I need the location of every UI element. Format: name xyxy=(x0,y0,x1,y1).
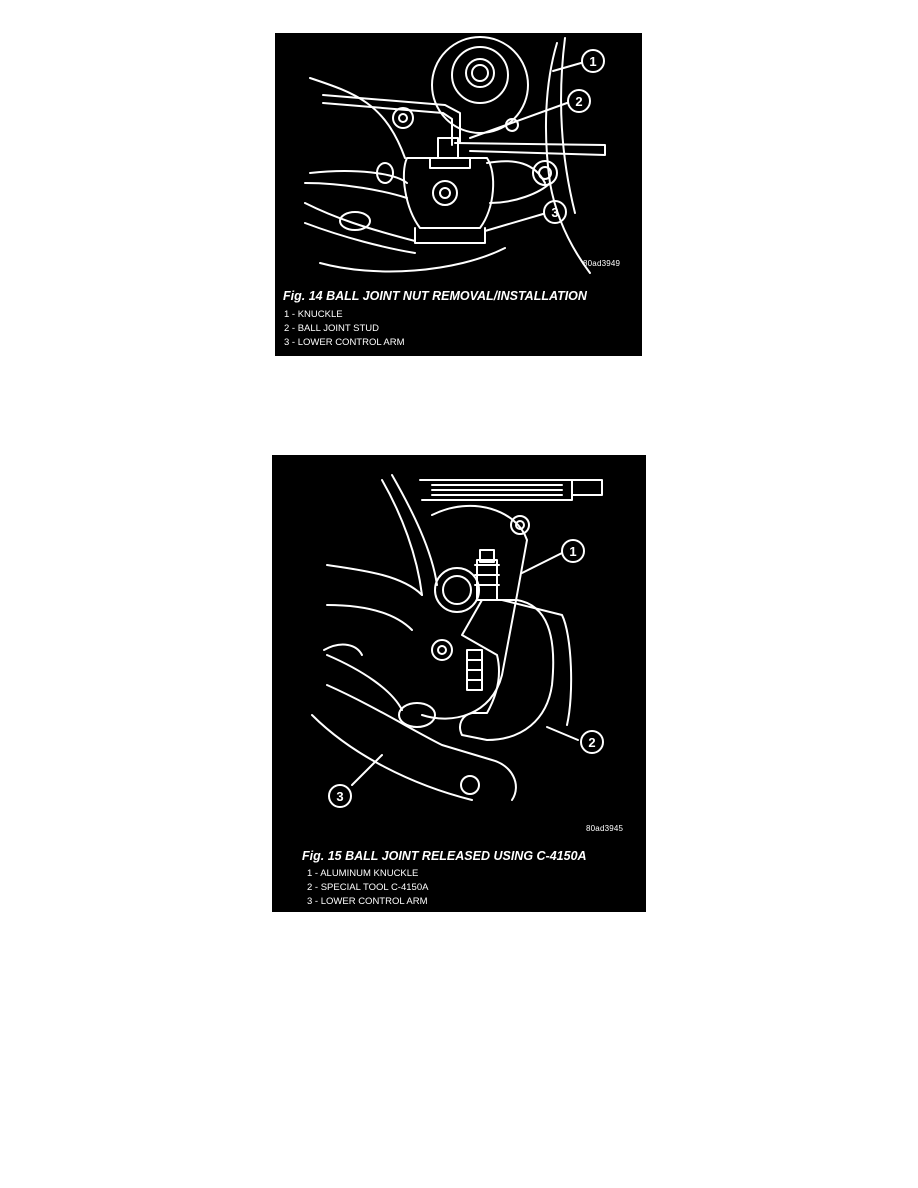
figure-15 xyxy=(272,455,646,912)
callout-1: 1 xyxy=(569,544,577,559)
figure-14-legend xyxy=(284,308,405,350)
legend-item-ball-joint-stud: 2 - BALL JOINT STUD xyxy=(284,323,380,334)
callout-2: 2 xyxy=(588,735,596,750)
legend-item-lower-control-arm: 3 - LOWER CONTROL ARM xyxy=(307,896,428,907)
callout-3: 3 xyxy=(336,789,344,804)
legend-item-aluminum-knuckle: 1 - ALUMINUM KNUCKLE xyxy=(307,868,419,879)
figure-14-illustration xyxy=(275,33,642,283)
legend-item-lower-control-arm: 3 - LOWER CONTROL ARM xyxy=(284,337,405,348)
figure-15-illustration xyxy=(272,455,646,840)
figure-14-title: Fig. 14 BALL JOINT NUT REMOVAL/INSTALLATION xyxy=(283,289,587,303)
figure-14-image-code: 80ad3949 xyxy=(583,259,621,268)
figure-14 xyxy=(275,33,642,356)
callout-1: 1 xyxy=(589,54,597,69)
legend-item-knuckle: 1 - KNUCKLE xyxy=(284,309,343,320)
legend-item-special-tool: 2 - SPECIAL TOOL C-4150A xyxy=(307,882,429,893)
figure-15-image-code: 80ad3945 xyxy=(586,824,624,833)
callout-3: 3 xyxy=(551,205,559,220)
figure-15-legend xyxy=(307,867,428,909)
figure-15-title: Fig. 15 BALL JOINT RELEASED USING C-4150A xyxy=(302,849,587,863)
callout-2: 2 xyxy=(575,94,583,109)
